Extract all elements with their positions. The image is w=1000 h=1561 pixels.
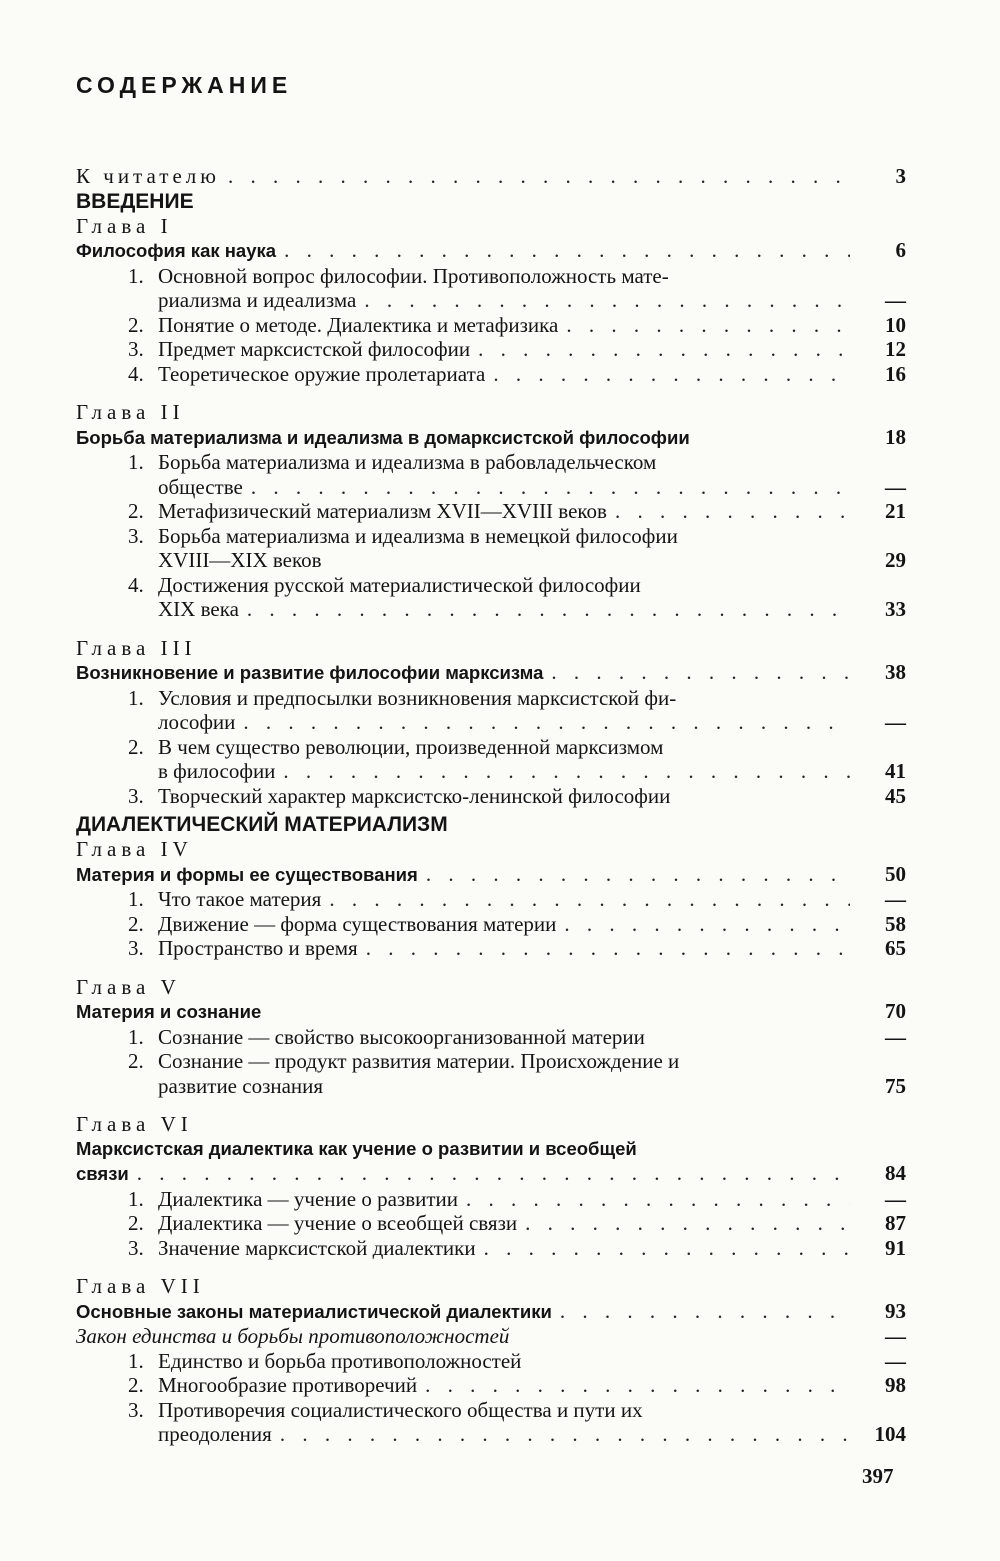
page-number: 397 (862, 1464, 894, 1488)
item-text: Основной вопрос философии. Противоположность мате- (158, 263, 669, 288)
entry-page: — (885, 288, 906, 312)
item-text: XVIII—XIX веков (158, 548, 322, 572)
dot-leader (366, 936, 850, 961)
entry-page: 84 (885, 1161, 906, 1185)
dot-leader (564, 912, 850, 937)
item-number: 3. (128, 1235, 144, 1260)
entry-page: 75 (885, 1073, 906, 1098)
item-number: 2. (128, 1373, 144, 1397)
entry-page: 104 (874, 1422, 906, 1446)
item-text: XIX века (158, 597, 239, 621)
item-text: Метафизический материализм XVII—XVIII веков (158, 499, 607, 523)
item-text: Диалектика — учение о развитии (158, 1186, 459, 1211)
toc-item[interactable] (76, 337, 906, 362)
item-text: Движение — форма существования материи (158, 911, 557, 936)
item-number: 2. (128, 734, 144, 759)
entry-page: 91 (885, 1235, 906, 1260)
item-text: Теоретическое оружие пролетариата (158, 361, 486, 386)
item-number: 1. (128, 263, 144, 288)
item-text: Сознание — продукт развития материи. Происхождение и (158, 1049, 680, 1073)
toc-item[interactable] (76, 936, 906, 961)
dot-leader (426, 862, 850, 887)
item-text: Значение марксистской диалектики (158, 1235, 476, 1260)
page-title: СОДЕРЖАНИЕ (76, 72, 293, 98)
entry-page: 6 (895, 238, 906, 262)
item-text: лософии (158, 710, 236, 734)
toc-item[interactable] (76, 686, 906, 711)
dot-leader (425, 1373, 850, 1398)
item-text: Сознание — свойство высокоорганизованной материи (158, 1024, 645, 1049)
item-number: 2. (128, 1049, 144, 1073)
item-text: Противоречия социалистического общества и пути их (158, 1397, 643, 1422)
toc-item-continuation[interactable] (76, 475, 906, 500)
dot-leader (525, 1211, 850, 1236)
chapter-title: Материя и сознание (76, 1001, 262, 1022)
toc-item[interactable] (76, 1049, 906, 1074)
chapter-label: Глава III (76, 635, 197, 660)
item-number: 1. (128, 1024, 144, 1049)
toc-item[interactable] (76, 1025, 906, 1050)
chapter-title: связи (76, 1163, 129, 1184)
chapter-title: Марксистская диалектика как учение о развитии и всеобщей (76, 1137, 637, 1159)
chapter-title-entry[interactable] (76, 999, 906, 1025)
entry-page: 58 (885, 911, 906, 936)
dot-leader (566, 313, 850, 338)
chapter-label: Глава VII (76, 1274, 205, 1298)
chapter-title-continuation[interactable] (76, 1161, 906, 1187)
item-number: 2. (128, 1211, 144, 1235)
entry-page: 45 (885, 783, 906, 808)
dot-leader (615, 499, 850, 524)
entry-page: 87 (885, 1211, 906, 1235)
toc-item-continuation[interactable] (76, 1074, 906, 1099)
item-text: Что такое материя (158, 887, 322, 911)
entry-page: 16 (885, 361, 906, 386)
item-number: 4. (128, 572, 144, 597)
entry-page: — (885, 474, 906, 499)
toc-item[interactable] (76, 1398, 906, 1423)
chapter-title-entry[interactable] (76, 425, 906, 451)
toc-item[interactable] (76, 499, 906, 524)
entry-page: 50 (885, 861, 906, 886)
item-text: Единство и борьба противоположностей (158, 1348, 522, 1373)
entry-page: 65 (885, 936, 906, 960)
chapter-title: Основные законы материалистической диалектики (76, 1300, 552, 1322)
item-text: В чем существо революции, произведенной марксизмом (158, 734, 664, 759)
dot-leader (280, 1422, 850, 1447)
dot-leader (466, 1187, 850, 1212)
item-text: в философии (158, 759, 276, 783)
dot-leader (284, 238, 850, 263)
chapter-label: Глава II (76, 400, 185, 424)
item-number: 2. (128, 499, 144, 523)
entry-page: 12 (885, 337, 906, 361)
toc-item-continuation[interactable] (76, 288, 906, 313)
item-number: 1. (128, 887, 144, 911)
entry-page: — (885, 710, 906, 734)
dot-leader (364, 288, 850, 313)
entry-page: 18 (885, 424, 906, 449)
item-number: 3. (128, 936, 144, 960)
entry-page: 38 (885, 660, 906, 684)
table-of-contents (76, 164, 906, 1447)
toc-item[interactable] (76, 450, 906, 475)
entry-page: 70 (885, 999, 906, 1023)
item-text: Диалектика — учение о всеобщей связи (158, 1211, 518, 1235)
entry-text: К читателю (76, 164, 220, 188)
item-text: риализма и идеализма (158, 288, 357, 312)
section-heading-intro: ВВЕДЕНИЕ (76, 189, 194, 213)
dot-leader (329, 887, 850, 912)
item-text: Творческий характер марксистско-ленинской философии (158, 783, 671, 808)
item-number: 1. (128, 685, 144, 710)
chapter-title-entry[interactable] (76, 1299, 906, 1325)
item-text: обществе (158, 474, 243, 499)
section-heading-dialmat: ДИАЛЕКТИЧЕСКИЙ МАТЕРИАЛИЗМ (76, 813, 448, 836)
dot-leader (247, 597, 850, 622)
item-text: Предмет марксистской философии (158, 337, 471, 361)
entry-page: 3 (895, 164, 906, 188)
entry-page: 33 (885, 597, 906, 621)
item-text: Многообразие противоречий (158, 1373, 418, 1397)
item-text: развитие сознания (158, 1073, 324, 1098)
toc-item-continuation[interactable] (76, 1422, 906, 1447)
dot-leader (551, 660, 850, 685)
item-text: Достижения русской материалистической философии (158, 572, 641, 597)
chapter-title-entry[interactable] (76, 238, 906, 264)
toc-item-continuation[interactable] (76, 710, 906, 735)
item-number: 1. (128, 1186, 144, 1211)
toc-item[interactable] (76, 1187, 906, 1212)
dot-leader (283, 759, 850, 784)
chapter-title: Борьба материализма и идеализма в домарксистской философии (76, 426, 690, 448)
item-number: 3. (128, 1397, 144, 1422)
toc-item-continuation[interactable] (76, 548, 906, 573)
toc-item[interactable] (76, 573, 906, 598)
item-number: 3. (128, 783, 144, 808)
dot-leader (560, 1299, 850, 1324)
chapter-label: Глава I (76, 213, 173, 238)
item-text: Условия и предпосылки возникновения марксистской фи- (158, 685, 677, 710)
dot-leader (228, 164, 850, 189)
toc-item[interactable] (76, 1211, 906, 1236)
chapter-title-entry[interactable] (76, 660, 906, 686)
item-number: 3. (128, 523, 144, 548)
entry-page: — (885, 1186, 906, 1211)
chapter-title: Философия как наука (76, 240, 277, 261)
item-text: Борьба материализма и идеализма в рабовладельческом (158, 450, 657, 474)
item-number: 2. (128, 911, 144, 936)
item-number: 4. (128, 361, 144, 386)
law-subheading-entry[interactable] (76, 1324, 906, 1349)
toc-item[interactable] (76, 735, 906, 760)
toc-item[interactable] (76, 524, 906, 549)
chapter-label: Глава IV (76, 837, 193, 861)
toc-item[interactable] (76, 362, 906, 387)
dot-leader (251, 475, 850, 500)
chapter-label: Глава VI (76, 1112, 193, 1136)
dot-leader (243, 710, 850, 735)
item-text: преодоления (158, 1422, 272, 1446)
entry-page: 10 (885, 312, 906, 337)
toc-item[interactable] (76, 887, 906, 912)
toc-item-continuation[interactable] (76, 759, 906, 784)
entry-page: — (885, 887, 906, 911)
toc-item[interactable] (76, 1236, 906, 1261)
entry-page: 29 (885, 548, 906, 572)
entry-page: — (885, 1024, 906, 1049)
toc-item[interactable] (76, 264, 906, 289)
dot-leader (478, 337, 850, 362)
chapter-title-entry[interactable] (76, 1137, 906, 1162)
toc-item[interactable] (76, 313, 906, 338)
toc-entry-reader[interactable] (76, 164, 906, 189)
entry-page: 93 (885, 1298, 906, 1323)
toc-item[interactable] (76, 1373, 906, 1398)
chapter-title-entry[interactable] (76, 862, 906, 888)
item-number: 2. (128, 312, 144, 337)
dot-leader (493, 362, 850, 387)
item-number: 3. (128, 337, 144, 361)
toc-item[interactable] (76, 912, 906, 937)
item-number: 1. (128, 450, 144, 474)
item-text: Пространство и время (158, 936, 358, 960)
entry-page: — (885, 1324, 906, 1348)
toc-item[interactable] (76, 784, 906, 809)
dot-leader (137, 1161, 850, 1186)
entry-page: 41 (885, 759, 906, 783)
item-text: Понятие о методе. Диалектика и метафизика (158, 312, 559, 337)
item-text: Борьба материализма и идеализма в немецкой философии (158, 523, 678, 548)
entry-page: 98 (885, 1373, 906, 1397)
entry-page: 21 (885, 499, 906, 523)
item-number: 1. (128, 1348, 144, 1373)
toc-item-continuation[interactable] (76, 597, 906, 622)
chapter-title: Материя и формы ее существования (76, 863, 418, 885)
entry-page: — (885, 1348, 906, 1373)
chapter-label: Глава V (76, 974, 181, 999)
law-subheading: Закон единства и борьбы противоположностей (76, 1324, 510, 1348)
chapter-title: Возникновение и развитие философии марксизма (76, 662, 544, 683)
dot-leader (484, 1236, 850, 1261)
toc-item[interactable] (76, 1349, 906, 1374)
